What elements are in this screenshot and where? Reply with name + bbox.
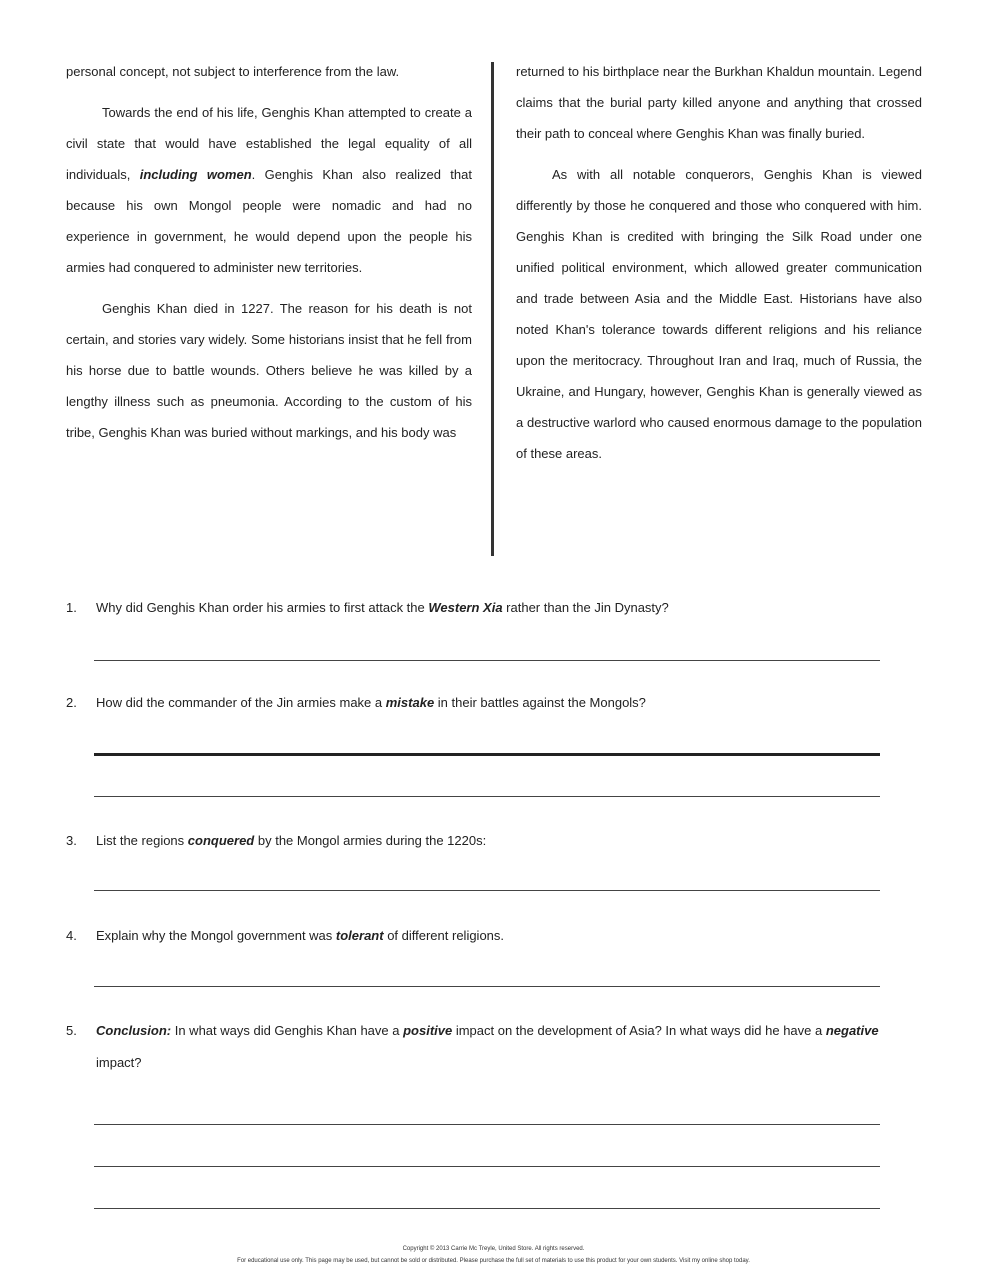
left-paragraph-1: personal concept, not subject to interference from the law. <box>66 64 400 79</box>
copyright-footer <box>0 1243 987 1267</box>
question-text-b: impact? <box>96 1055 142 1070</box>
left-paragraph-2 <box>66 97 472 283</box>
question-text <box>96 1015 926 1079</box>
left-paragraph-2-emphasis: including women <box>139 167 252 182</box>
question-number: 5. <box>66 1023 77 1038</box>
answer-line-2b[interactable] <box>94 796 880 797</box>
answer-line-4a[interactable] <box>94 986 880 987</box>
question-text-b: of different religions. <box>383 928 505 943</box>
answer-line-3a[interactable] <box>94 890 880 891</box>
left-column <box>66 56 472 458</box>
question-emphasis: positive <box>403 1023 453 1038</box>
right-paragraph-1: returned to his birthplace near the Burkhan Khaldun mountain. Legend claims that the burial party killed anyone and anything that crossed their path to conceal where Genghis Khan was finally buried. <box>516 64 922 141</box>
column-divider <box>491 62 494 556</box>
answer-line-5c[interactable] <box>94 1208 880 1209</box>
question-emphasis: tolerant <box>335 928 384 943</box>
question-emphasis-2: negative <box>825 1023 879 1038</box>
question-text <box>96 592 926 624</box>
left-paragraph-3: Genghis Khan died in 1227. The reason for his death is not certain, and stories vary widely. Some historians insist that he fell from his horse due to battle wounds. Others believe he was killed by a lengthy illness such as pneumonia. According to the custom of his tribe, Genghis Khan was buried without markings, and his body was <box>66 301 472 440</box>
question-text-a: Explain why the Mongol government was <box>96 928 336 943</box>
question-number: 1. <box>66 600 77 615</box>
question-number: 4. <box>66 928 77 943</box>
question-emphasis: Western Xia <box>428 600 503 615</box>
answer-line-5a[interactable] <box>94 1124 880 1125</box>
usage-notice-line: For educational use only. This page may be used, but cannot be sold or distributed. Please purchase the full set of materials to use this product for your own students. Visit my online shop today. <box>237 1258 750 1264</box>
answer-line-5b[interactable] <box>94 1166 880 1167</box>
answer-line-2a[interactable] <box>94 753 880 756</box>
right-column <box>516 56 922 479</box>
question-text <box>96 687 926 719</box>
question-text-a: List the regions <box>96 833 188 848</box>
right-paragraph-2: As with all notable conquerors, Genghis Khan is viewed differently by those he conquered and those who conquered with him. Genghis Khan is credited with bringing the Silk Road under one unified political environment, which allowed greater communication and trade between Asia and the Middle East. Historians have also noted Khan's tolerance towards different religions and his reliance upon the meritocracy. Throughout Iran and Iraq, much of Russia, the Ukraine, and Hungary, however, Genghis Khan is generally viewed as a destructive warlord who caused enormous damage to the population of these areas. <box>516 167 922 461</box>
question-text <box>96 920 926 952</box>
question-number: 3. <box>66 833 77 848</box>
question-emphasis: conquered <box>187 833 255 848</box>
copyright-line: Copyright © 2013 Carrie Mc Treyle, United Store. All rights reserved. <box>402 1246 585 1252</box>
question-text-b: rather than the Jin Dynasty? <box>502 600 669 615</box>
question-text-a: Why did Genghis Khan order his armies to first attack the <box>96 600 429 615</box>
question-label: Conclusion: <box>96 1023 172 1038</box>
left-paragraph-2-text-a: Towards the end of his life, Genghis Khan attempted to create a civil state that would have established the legal equality of all individuals, <box>66 105 472 182</box>
question-text-mid: impact on the development of Asia? In what ways did he have a <box>452 1023 826 1038</box>
question-text-b: by the Mongol armies during the 1220s: <box>254 833 487 848</box>
left-paragraph-2-text-b: . Genghis Khan also realized that because his own Mongol people were nomadic and had no experience in government, he would depend upon the people his armies had conquered to administer new territories. <box>66 167 472 275</box>
question-text-b: in their battles against the Mongols? <box>434 695 646 710</box>
question-text-a: In what ways did Genghis Khan have a <box>171 1023 404 1038</box>
question-emphasis: mistake <box>385 695 435 710</box>
question-text <box>96 825 926 857</box>
question-text-a: How did the commander of the Jin armies make a <box>96 695 386 710</box>
question-number: 2. <box>66 695 77 710</box>
answer-line-1a[interactable] <box>94 660 880 661</box>
